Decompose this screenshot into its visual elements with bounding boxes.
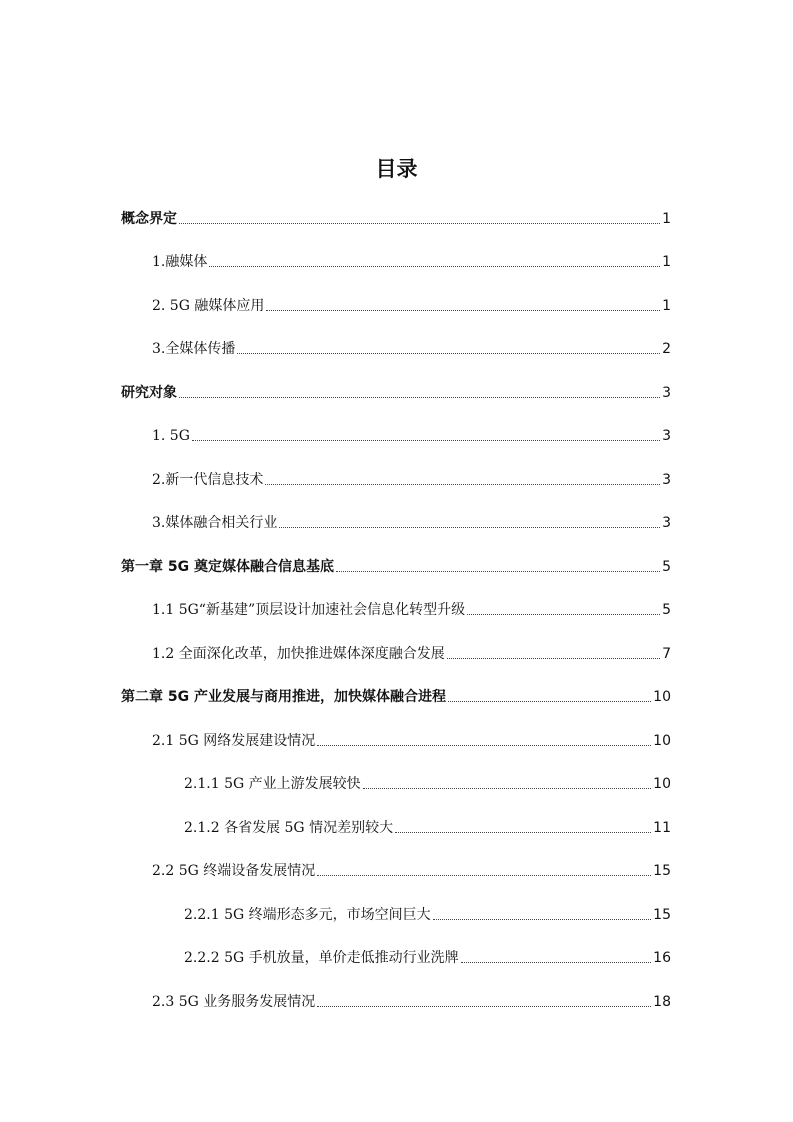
toc-entry-label: 2. 5G 融媒体应用 xyxy=(152,298,265,314)
toc-entry[interactable] xyxy=(152,466,671,490)
dot-leader xyxy=(179,397,660,398)
dot-leader xyxy=(467,614,660,615)
toc-entry-label: 1. 5G xyxy=(152,428,190,444)
toc-page-number: 2 xyxy=(662,341,671,357)
toc-entry-label: 2.2 5G 终端设备发展情况 xyxy=(152,863,316,879)
toc-entry[interactable] xyxy=(152,248,671,272)
toc-entry-label: 2.2.1 5G 终端形态多元，市场空间巨大 xyxy=(184,907,431,923)
toc-entry-label: 2.2.2 5G 手机放量，单价走低推动行业洗牌 xyxy=(184,950,459,966)
toc-entry[interactable] xyxy=(152,596,671,620)
dot-leader xyxy=(395,832,651,833)
dot-leader xyxy=(279,527,660,528)
toc-page-number: 10 xyxy=(653,689,671,705)
toc-entry-label: 概念界定 xyxy=(121,211,177,227)
dot-leader xyxy=(317,875,651,876)
toc-page-number: 7 xyxy=(662,646,671,662)
toc-entry[interactable] xyxy=(121,205,671,229)
toc-page-number: 1 xyxy=(662,298,671,314)
toc-entry[interactable] xyxy=(152,727,671,751)
toc-page-number: 15 xyxy=(653,863,671,879)
dot-leader xyxy=(179,223,660,224)
toc-entry[interactable] xyxy=(152,640,671,664)
dot-leader xyxy=(461,962,652,963)
toc-page-number: 1 xyxy=(662,211,671,227)
toc-page-number: 15 xyxy=(653,907,671,923)
dot-leader xyxy=(317,1006,651,1007)
dot-leader xyxy=(265,484,660,485)
toc-page-number: 11 xyxy=(653,820,671,836)
toc-page-number: 18 xyxy=(653,994,671,1010)
dot-leader xyxy=(363,788,652,789)
toc-page-number: 3 xyxy=(662,385,671,401)
dot-leader xyxy=(336,571,660,572)
toc-page-number: 10 xyxy=(653,776,671,792)
toc-entry[interactable] xyxy=(184,814,671,838)
toc-entry[interactable] xyxy=(184,944,671,968)
dot-leader xyxy=(447,658,660,659)
toc-entry[interactable] xyxy=(121,683,671,707)
dot-leader xyxy=(448,701,651,702)
toc-page-number: 3 xyxy=(662,428,671,444)
toc-entry[interactable] xyxy=(121,553,671,577)
toc-entry-label: 研究对象 xyxy=(121,385,177,401)
toc-entry-label: 第一章 5G 奠定媒体融合信息基底 xyxy=(121,559,334,575)
toc-entry-label: 第二章 5G 产业发展与商用推进，加快媒体融合进程 xyxy=(121,689,446,705)
toc-entry-label: 2.1.1 5G 产业上游发展较快 xyxy=(184,776,361,792)
toc-entry[interactable] xyxy=(152,509,671,533)
dot-leader xyxy=(209,266,660,267)
toc-entry[interactable] xyxy=(152,857,671,881)
toc-page-number: 16 xyxy=(653,950,671,966)
toc-page-number: 5 xyxy=(662,559,671,575)
dot-leader xyxy=(192,440,660,441)
dot-leader xyxy=(237,353,660,354)
toc-entry-label: 1.1 5G“新基建”顶层设计加速社会信息化转型升级 xyxy=(152,602,466,618)
toc-entry[interactable] xyxy=(152,422,671,446)
toc-entry-label: 3.全媒体传播 xyxy=(152,341,236,357)
toc-entry-label: 1.融媒体 xyxy=(152,254,208,270)
dot-leader xyxy=(266,310,660,311)
toc-entry-label: 2.1.2 各省发展 5G 情况差别较大 xyxy=(184,820,394,836)
toc-page-number: 5 xyxy=(662,602,671,618)
toc-entry[interactable] xyxy=(152,335,671,359)
toc-page-number: 3 xyxy=(662,472,671,488)
toc-entry[interactable] xyxy=(184,770,671,794)
toc-entry-label: 1.2 全面深化改革，加快推进媒体深度融合发展 xyxy=(152,646,445,662)
page-title: 目录 xyxy=(375,157,418,181)
toc-entry-label: 2.1 5G 网络发展建设情况 xyxy=(152,733,316,749)
toc-page-number: 1 xyxy=(662,254,671,270)
toc-entry[interactable] xyxy=(121,379,671,403)
toc-page-number: 10 xyxy=(653,733,671,749)
toc-entry[interactable] xyxy=(152,292,671,316)
dot-leader xyxy=(317,745,651,746)
toc-entry[interactable] xyxy=(152,988,671,1012)
toc-page-number: 3 xyxy=(662,515,671,531)
dot-leader xyxy=(433,919,652,920)
toc-entry-label: 3.媒体融合相关行业 xyxy=(152,515,278,531)
toc-entry-label: 2.新一代信息技术 xyxy=(152,472,264,488)
toc-entry-label: 2.3 5G 业务服务发展情况 xyxy=(152,994,316,1010)
toc-entry[interactable] xyxy=(184,901,671,925)
